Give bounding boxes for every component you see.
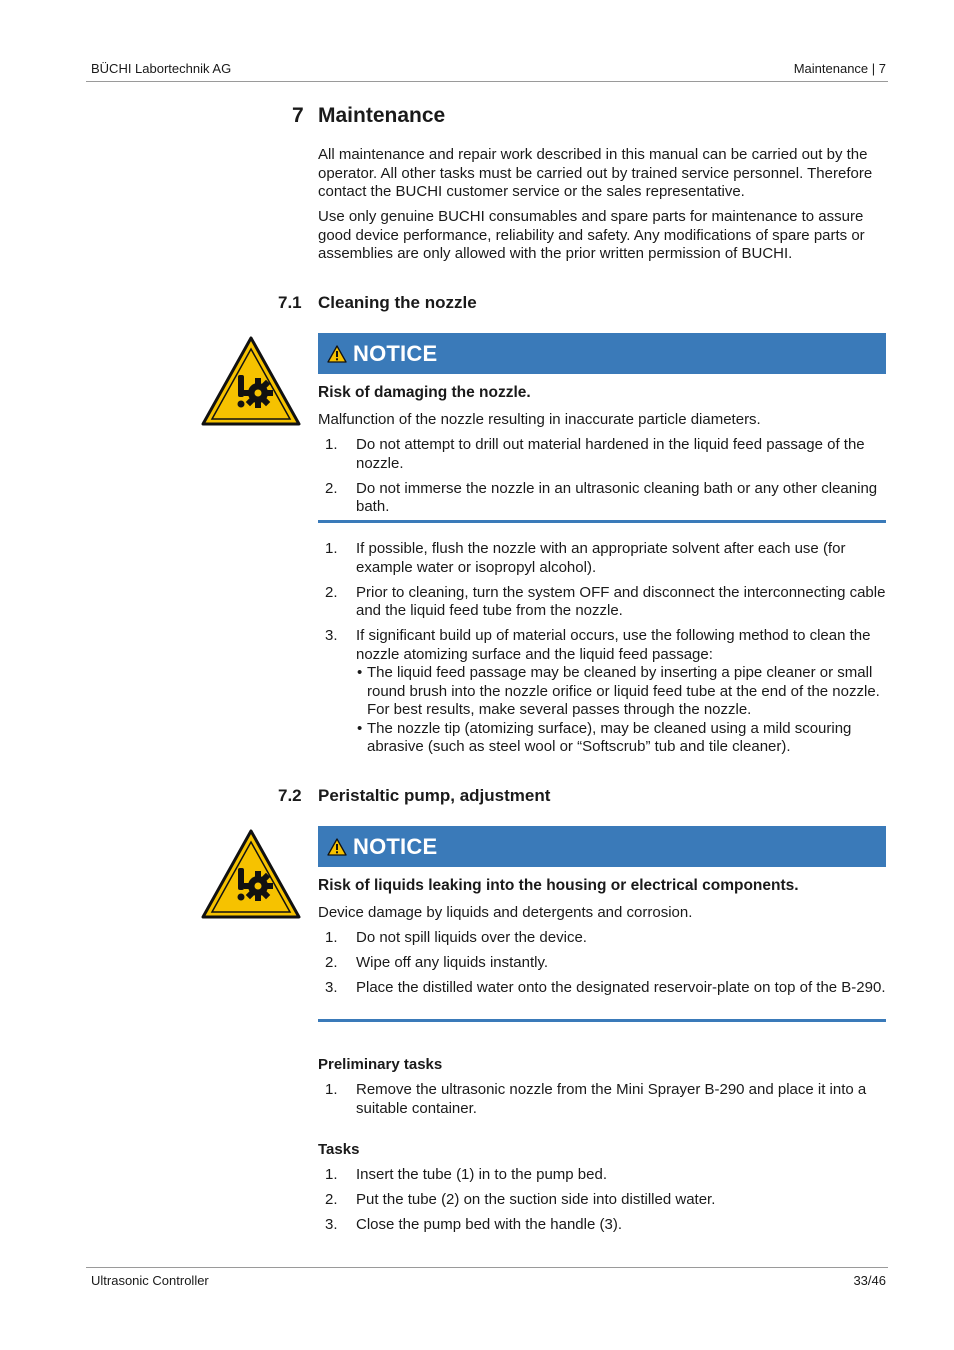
page-footer — [86, 1267, 888, 1288]
item-text: Place the distilled water onto the designated reservoir-plate on top of the B-290. — [356, 979, 886, 996]
list-item — [318, 627, 888, 757]
page-header — [86, 59, 888, 82]
list-item — [318, 584, 888, 621]
item-number: 3. — [325, 1216, 338, 1233]
tasks-title: Tasks — [318, 1141, 360, 1158]
item-text: Do not spill liquids over the device. — [356, 929, 587, 946]
item-number: 2. — [325, 954, 338, 971]
notice-list — [318, 929, 888, 1004]
item-text: Prior to cleaning, turn the system OFF and disconnect the interconnecting cable and the liquid feed tube from the nozzle. — [356, 583, 886, 619]
notice-rule — [318, 520, 886, 523]
header-chapter: Maintenance | 7 — [793, 61, 886, 76]
warning-triangle-icon — [327, 345, 347, 363]
notice-banner — [318, 333, 886, 374]
chapter-number: 7 — [292, 104, 304, 127]
warning-triangle-icon — [327, 838, 347, 856]
cleaning-steps — [318, 540, 888, 763]
item-text: Do not immerse the nozzle in an ultrasonic cleaning bath or any other cleaning bath. — [356, 479, 878, 515]
hazard-warning-icon — [200, 828, 302, 920]
list-item — [318, 954, 888, 973]
bullet-text: The nozzle tip (atomizing surface), may be cleaned using a mild scouring abrasive (such as steel wool or “Softscrub” tub and tile cleaner). — [367, 719, 852, 755]
item-text: Remove the ultrasonic nozzle from the Mini Sprayer B-290 and place it into a suitable container. — [356, 1081, 867, 1117]
chapter-paragraph: All maintenance and repair work described in this manual can be carried out by the operator. All other tasks must be carried out by trained service personnel. Therefore contact the BUCHI customer service or the sales representative. — [318, 146, 873, 200]
list-item — [318, 1191, 888, 1210]
notice-heading: Risk of liquids leaking into the housing or electrical components. — [318, 877, 799, 894]
item-number: 1. — [325, 436, 338, 453]
section-heading — [278, 786, 550, 806]
item-number: 1. — [325, 1166, 338, 1183]
item-number: 3. — [325, 979, 338, 996]
item-text: Put the tube (2) on the suction side into distilled water. — [356, 1191, 716, 1208]
item-number: 3. — [325, 627, 338, 644]
preliminary-tasks-title: Preliminary tasks — [318, 1056, 443, 1073]
notice-rule — [318, 1019, 886, 1022]
item-text: Wipe off any liquids instantly. — [356, 954, 549, 971]
item-number: 2. — [325, 583, 338, 601]
item-text: Close the pump bed with the handle (3). — [356, 1216, 622, 1233]
notice-heading: Risk of damaging the nozzle. — [318, 384, 531, 401]
notice-text: Device damage by liquids and detergents and corrosion. — [318, 904, 693, 921]
item-text: Insert the tube (1) in to the pump bed. — [356, 1166, 607, 1183]
list-item — [318, 436, 888, 473]
list-item — [318, 979, 888, 998]
bullet-item — [356, 664, 888, 720]
notice-label: NOTICE — [353, 340, 438, 366]
chapter-title: Maintenance — [318, 104, 446, 127]
item-text: If possible, flush the nozzle with an appropriate solvent after each use (for example water or isopropyl alcohol). — [356, 540, 846, 576]
list-item — [318, 1081, 888, 1118]
hazard-warning-icon — [200, 335, 302, 427]
notice-label: NOTICE — [353, 833, 438, 859]
list-item — [318, 1166, 888, 1185]
list-item — [318, 540, 888, 577]
item-text: Do not attempt to drill out material hardened in the liquid feed passage of the nozzle. — [356, 436, 865, 472]
item-number: 2. — [325, 479, 338, 497]
notice-list — [318, 436, 888, 523]
section-number: 7.1 — [278, 293, 302, 312]
item-number: 1. — [325, 1081, 338, 1098]
section-title: Peristaltic pump, adjustment — [318, 786, 551, 805]
bullet-item — [356, 720, 888, 757]
item-number: 1. — [325, 929, 338, 946]
bullet-mark: • — [357, 664, 363, 681]
section-title: Cleaning the nozzle — [318, 293, 477, 312]
item-number: 1. — [325, 540, 338, 557]
item-text: If significant build up of material occurs, use the following method to clean the nozzle atomizing surface and the liquid feed passage: — [356, 627, 871, 663]
tasks-list — [318, 1166, 888, 1241]
chapter-paragraph: Use only genuine BUCHI consumables and spare parts for maintenance to assure good device performance, reliability and safety. Any modifications of spare parts or assemblies are only allowed with the prior written permission of BUCHI. — [318, 208, 865, 262]
footer-product: Ultrasonic Controller — [91, 1273, 209, 1288]
preliminary-tasks-list — [318, 1081, 888, 1125]
section-heading — [278, 293, 477, 313]
item-number: 2. — [325, 1191, 338, 1208]
list-item — [318, 1216, 888, 1235]
section-number: 7.2 — [278, 786, 302, 805]
notice-banner — [318, 826, 886, 867]
notice-text: Malfunction of the nozzle resulting in inaccurate particle diameters. — [318, 411, 761, 428]
header-company: BÜCHI Labortechnik AG — [91, 61, 232, 76]
list-item — [318, 480, 888, 517]
bullet-text: The liquid feed passage may be cleaned by inserting a pipe cleaner or small round brush into the nozzle orifice or liquid feed tube at the end of the nozzle. For best results, make several passes through the nozzle. — [367, 664, 880, 718]
bullet-mark: • — [357, 719, 363, 737]
list-item — [318, 929, 888, 948]
page-number: 33/46 — [853, 1273, 886, 1288]
chapter-heading — [292, 104, 445, 128]
